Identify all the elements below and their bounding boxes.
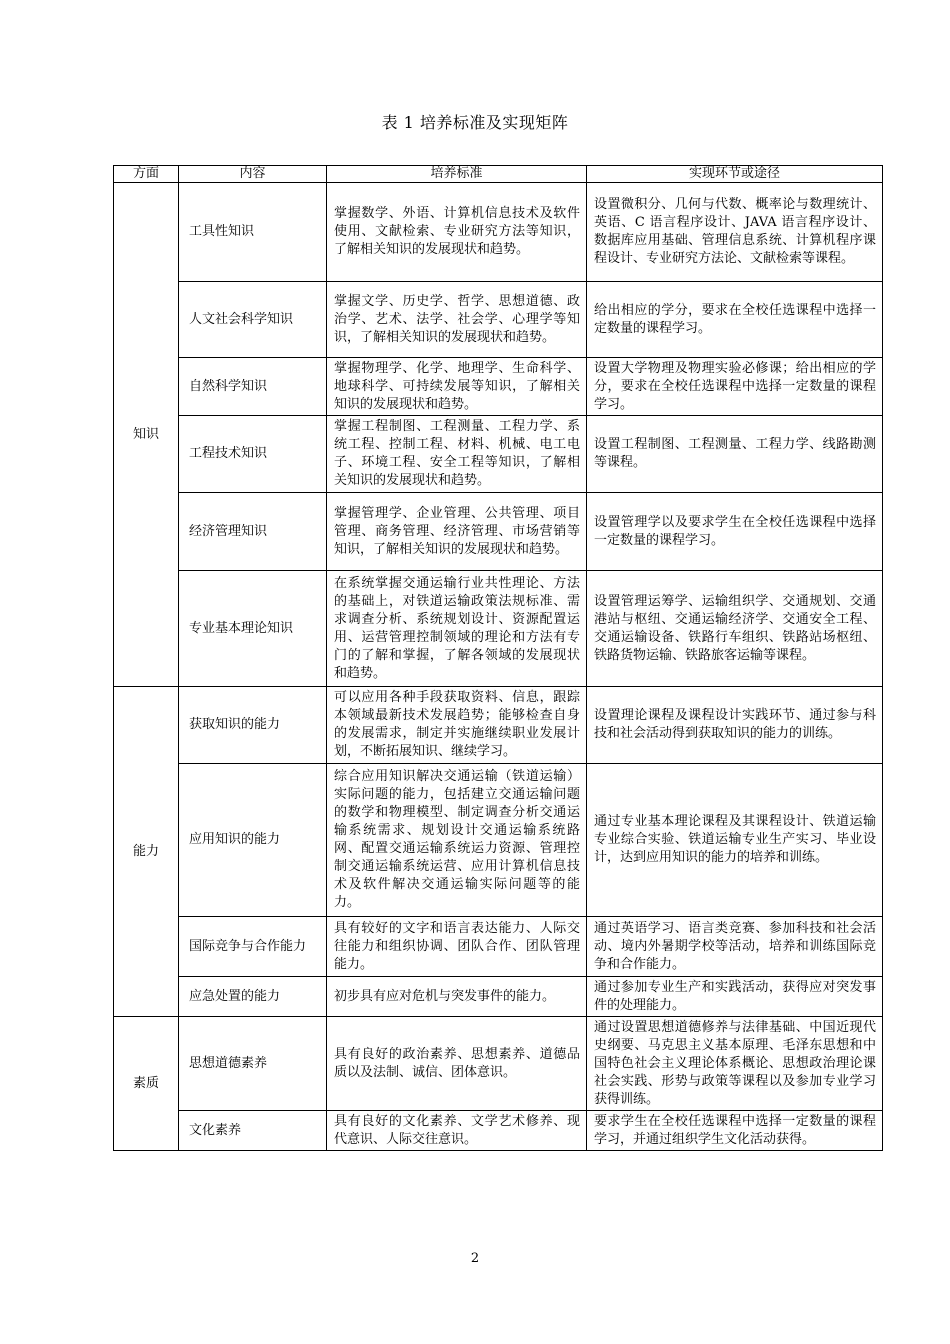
training-standard-matrix-table bbox=[113, 165, 883, 1151]
content-cell: 专业基本理论知识 bbox=[179, 571, 327, 687]
aspect-cell: 素质 bbox=[114, 1017, 179, 1151]
content-cell: 文化素养 bbox=[179, 1111, 327, 1151]
content-cell: 经济管理知识 bbox=[179, 493, 327, 571]
path-cell: 设置管理运筹学、运输组织学、交通规划、交通港站与枢纽、交通运输经济学、交通安全工程、交通运输设备、铁路行车组织、铁路站场枢纽、铁路货物运输、铁路旅客运输等课程。 bbox=[587, 571, 883, 687]
aspect-cell: 能力 bbox=[114, 687, 179, 1017]
path-cell: 要求学生在全校任选课程中选择一定数量的课程学习，并通过组织学生文化活动获得。 bbox=[587, 1111, 883, 1151]
path-cell: 设置管理学以及要求学生在全校任选课程中选择一定数量的课程学习。 bbox=[587, 493, 883, 571]
standard-cell: 掌握物理学、化学、地理学、生命科学、地球科学、可持续发展等知识，了解相关知识的发展现状和趋势。 bbox=[327, 358, 587, 416]
content-cell: 工程技术知识 bbox=[179, 416, 327, 493]
aspect-cell: 知识 bbox=[114, 183, 179, 687]
header-content: 内容 bbox=[179, 166, 327, 183]
table-row bbox=[114, 358, 883, 416]
standard-cell: 具有较好的文字和语言表达能力、人际交往能力和组织协调、团队合作、团队管理能力。 bbox=[327, 917, 587, 977]
content-cell: 获取知识的能力 bbox=[179, 687, 327, 764]
standard-cell: 在系统掌握交通运输行业共性理论、方法的基础上，对铁道运输政策法规标准、需求调查分析、系统规划设计、资源配置运用、运营管理控制领域的理论和方法有专门的了解和掌握，了解各领域的发展现状和趋势。 bbox=[327, 571, 587, 687]
content-cell: 应急处置的能力 bbox=[179, 977, 327, 1017]
path-cell: 通过英语学习、语言类竞赛、参加科技和社会活动、境内外暑期学校等活动，培养和训练国际竞争和合作能力。 bbox=[587, 917, 883, 977]
content-cell: 应用知识的能力 bbox=[179, 764, 327, 917]
table-row bbox=[114, 282, 883, 358]
standard-cell: 初步具有应对危机与突发事件的能力。 bbox=[327, 977, 587, 1017]
standard-cell: 掌握工程制图、工程测量、工程力学、系统工程、控制工程、材料、机械、电工电子、环境工程、安全工程等知识，了解相关知识的发展现状和趋势。 bbox=[327, 416, 587, 493]
path-cell: 通过专业基本理论课程及其课程设计、铁道运输专业综合实验、铁道运输专业生产实习、毕业设计，达到应用知识的能力的培养和训练。 bbox=[587, 764, 883, 917]
standard-cell: 掌握文学、历史学、哲学、思想道德、政治学、艺术、法学、社会学、心理学等知识，了解相关知识的发展现状和趋势。 bbox=[327, 282, 587, 358]
table-row bbox=[114, 687, 883, 764]
standard-cell: 具有良好的文化素养、文学艺术修养、现代意识、人际交往意识。 bbox=[327, 1111, 587, 1151]
table-row bbox=[114, 416, 883, 493]
table-row bbox=[114, 1017, 883, 1111]
path-cell: 设置微积分、几何与代数、概率论与数理统计、英语、C 语言程序设计、JAVA 语言程序设计、数据库应用基础、管理信息系统、计算机程序课程设计、专业研究方法论、文献检索等课程。 bbox=[587, 183, 883, 282]
header-standard: 培养标准 bbox=[327, 166, 587, 183]
page-number: 2 bbox=[470, 1251, 480, 1266]
path-cell: 通过参加专业生产和实践活动，获得应对突发事件的处理能力。 bbox=[587, 977, 883, 1017]
path-cell: 给出相应的学分，要求在全校任选课程中选择一定数量的课程学习。 bbox=[587, 282, 883, 358]
content-cell: 自然科学知识 bbox=[179, 358, 327, 416]
standard-cell: 具有良好的政治素养、思想素养、道德品质以及法制、诚信、团体意识。 bbox=[327, 1017, 587, 1111]
table-row bbox=[114, 764, 883, 917]
standard-cell: 可以应用各种手段获取资料、信息，跟踪本领域最新技术发展趋势；能够检查自身的发展需求，制定并实施继续职业发展计划，不断拓展知识、继续学习。 bbox=[327, 687, 587, 764]
path-cell: 设置理论课程及课程设计实践环节、通过参与科技和社会活动得到获取知识的能力的训练。 bbox=[587, 687, 883, 764]
table-title: 表 1 培养标准及实现矩阵 bbox=[381, 113, 569, 132]
header-path: 实现环节或途径 bbox=[587, 166, 883, 183]
header-aspect: 方面 bbox=[114, 166, 179, 183]
table-row bbox=[114, 571, 883, 687]
content-cell: 思想道德素养 bbox=[179, 1017, 327, 1111]
table-row bbox=[114, 183, 883, 282]
path-cell: 设置大学物理及物理实验必修课；给出相应的学分，要求在全校任选课程中选择一定数量的课程学习。 bbox=[587, 358, 883, 416]
path-cell: 设置工程制图、工程测量、工程力学、线路勘测等课程。 bbox=[587, 416, 883, 493]
standard-cell: 掌握管理学、企业管理、公共管理、项目管理、商务管理、经济管理、市场营销等知识，了解相关知识的发展现状和趋势。 bbox=[327, 493, 587, 571]
content-cell: 人文社会科学知识 bbox=[179, 282, 327, 358]
header-row bbox=[114, 166, 883, 183]
standard-cell: 掌握数学、外语、计算机信息技术及软件使用、文献检索、专业研究方法等知识，了解相关知识的发展现状和趋势。 bbox=[327, 183, 587, 282]
table-row bbox=[114, 1111, 883, 1151]
table-row bbox=[114, 977, 883, 1017]
standard-cell: 综合应用知识解决交通运输（铁道运输）实际问题的能力，包括建立交通运输问题的数学和物理模型、制定调查分析交通运输系统需求、规划设计交通运输系统路网、配置交通运输系统运力资源、管理控制交通运输系统运营、应用计算机信息技术及软件解决交通运输实际问题等的能力。 bbox=[327, 764, 587, 917]
content-cell: 工具性知识 bbox=[179, 183, 327, 282]
table-row bbox=[114, 917, 883, 977]
path-cell: 通过设置思想道德修养与法律基础、中国近现代史纲要、马克思主义基本原理、毛泽东思想和中国特色社会主义理论体系概论、思想政治理论课社会实践、形势与政策等课程以及参加专业学习获得训练。 bbox=[587, 1017, 883, 1111]
table-row bbox=[114, 493, 883, 571]
content-cell: 国际竞争与合作能力 bbox=[179, 917, 327, 977]
